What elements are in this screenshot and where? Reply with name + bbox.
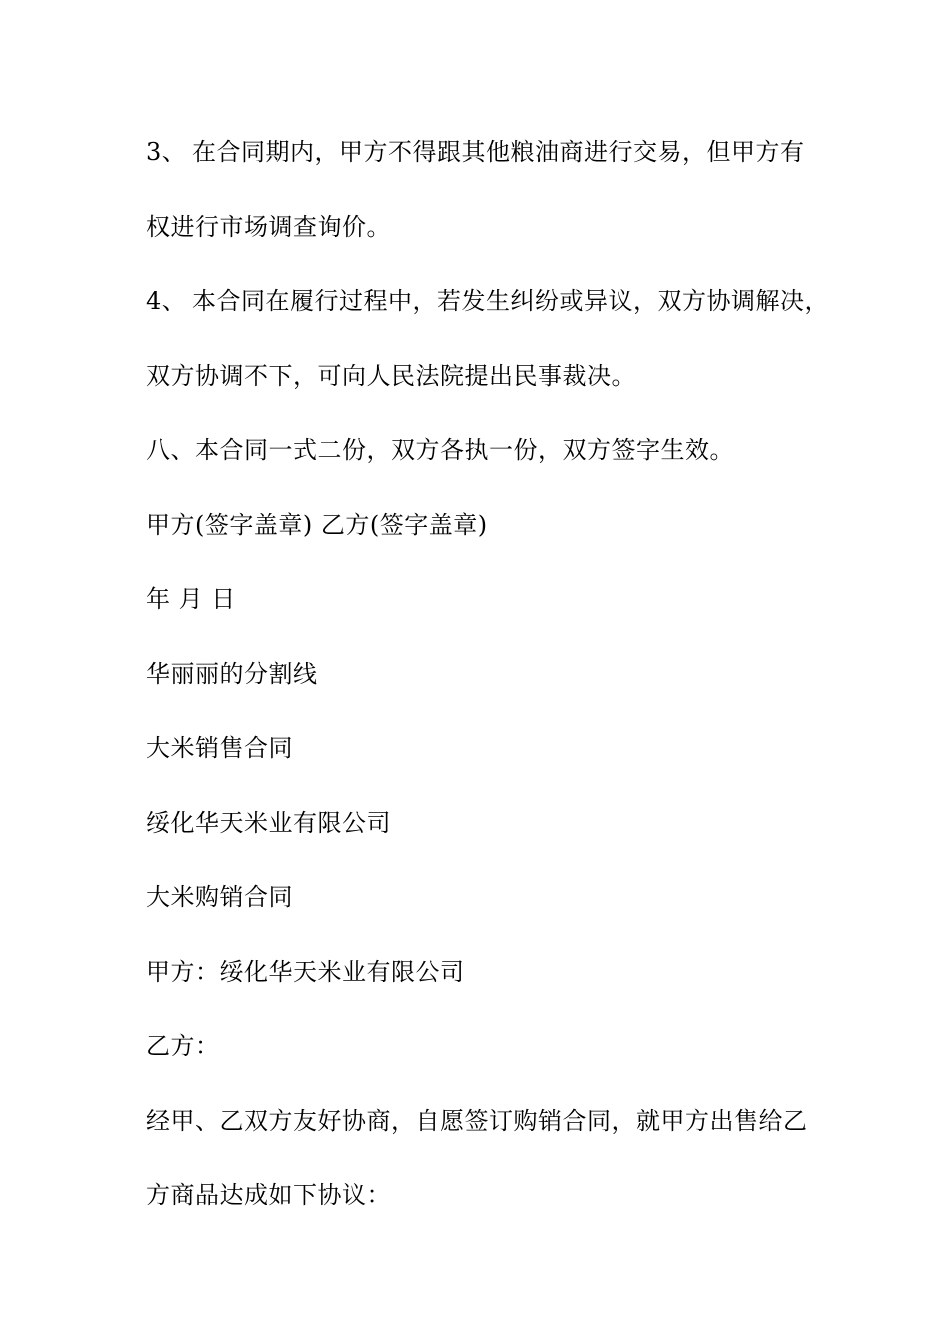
clause-3-line-1 [146,137,805,167]
contract-heading: 大米销售合同 [146,734,293,762]
separator-text: 华丽丽的分割线 [146,660,318,688]
clause-number: 3、 [146,138,187,166]
clause-8: 八、本合同一式二份，双方各执一份，双方签字生效。 [146,436,734,464]
company-name: 绥化华天米业有限公司 [146,809,391,837]
contract-title: 大米购销合同 [146,883,293,911]
signature-line: 甲方(签字盖章) 乙方(签字盖章) [146,511,488,539]
party-b-line: 乙方： [146,1032,220,1060]
clause-text: 在合同期内，甲方不得跟其他粮油商进行交易，但甲方有 [192,138,805,166]
preamble-line-1: 经甲、乙双方友好协商，自愿签订购销合同，就甲方出售给乙 [146,1107,808,1135]
clause-text: 本合同在履行过程中，若发生纠纷或异议，双方协调解决， [192,287,829,315]
preamble-line-2: 方商品达成如下协议： [146,1181,391,1209]
clause-3-line-2: 权进行市场调查询价。 [146,213,391,241]
clause-4-line-1 [146,286,829,316]
clause-number: 4、 [146,287,187,315]
party-a-line: 甲方：绥化华天米业有限公司 [146,958,465,986]
date-line: 年 月 日 [146,585,236,613]
clause-4-line-2: 双方协调不下，可向人民法院提出民事裁决。 [146,362,636,390]
